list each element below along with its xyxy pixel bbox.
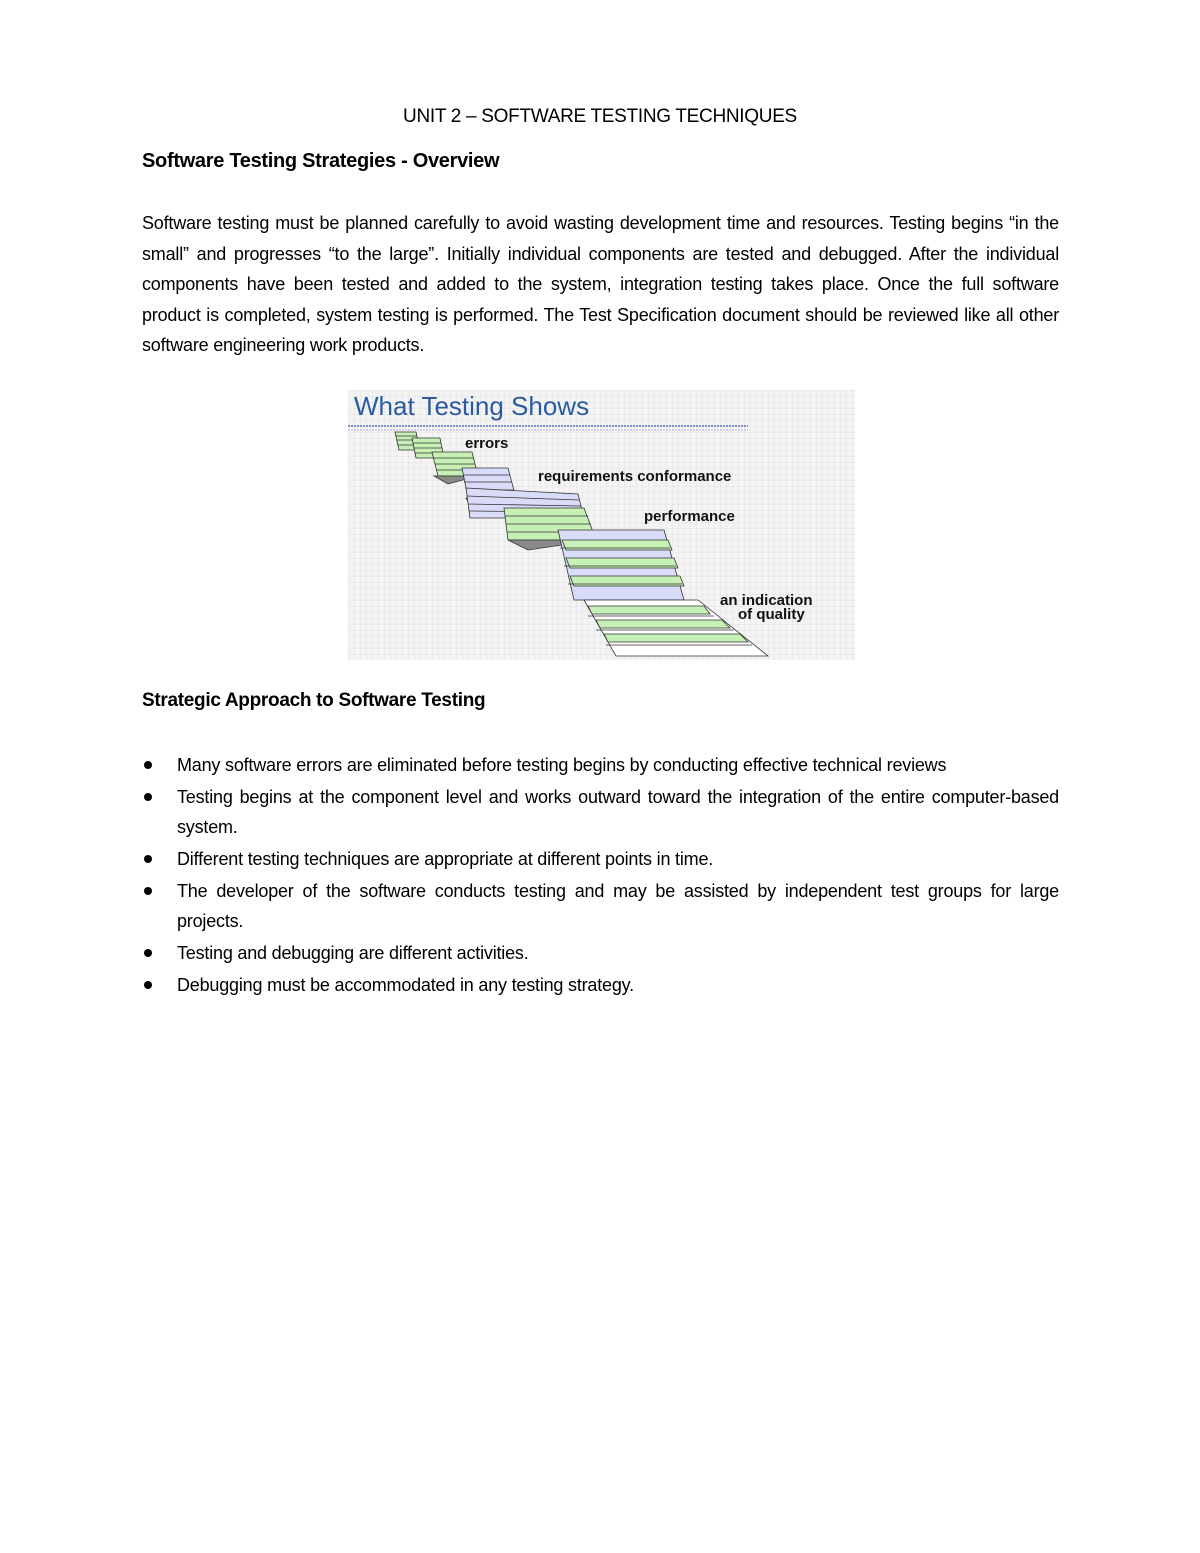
list-item-text: Testing and debugging are different activities. (177, 943, 529, 963)
bullet-icon (144, 949, 152, 957)
list-item (142, 970, 1059, 1000)
list-item-text: Testing begins at the component level and works outward toward the integration of the entire computer-based system. (177, 787, 1059, 837)
list-item-text: Many software errors are eliminated before testing begins by conducting effective technical reviews (177, 755, 947, 775)
bullet-icon (144, 761, 152, 769)
overview-paragraph: Software testing must be planned carefully to avoid wasting development time and resources. Testing begins “in the small” and progresses “to the large”. Initially individual components are tested and debugged. After the individual components have been tested and added to the system, integration testing takes place. Once the full software product is completed, system testing is performed. The Test Specification document should be reviewed like all other software engineering work products. (142, 213, 1059, 355)
section-heading-strategic-approach: Strategic Approach to Software Testing (142, 690, 486, 711)
label-errors: errors (465, 435, 509, 452)
list-item (142, 782, 1059, 842)
bullet-icon (144, 793, 152, 801)
bullet-icon (144, 981, 152, 989)
list-item (142, 938, 1059, 968)
list-item (142, 844, 1059, 874)
bullet-icon (144, 887, 152, 895)
list-item (142, 876, 1059, 936)
list-item-text: Debugging must be accommodated in any testing strategy. (177, 975, 634, 995)
bullet-icon (144, 855, 152, 863)
label-requirements-conformance: requirements conformance (538, 468, 732, 485)
section-heading-overview: Software Testing Strategies - Overview (142, 150, 500, 172)
figure-title: What Testing Shows (354, 391, 590, 421)
label-indication: an indication (720, 592, 813, 609)
label-performance: performance (644, 508, 735, 525)
list-item-text: The developer of the software conducts testing and may be assisted by independent test groups for large projects. (177, 881, 1059, 931)
strategic-approach-list (142, 750, 1059, 1002)
list-item (142, 750, 1059, 780)
list-item-text: Different testing techniques are appropriate at different points in time. (177, 849, 714, 869)
what-testing-shows-figure (348, 390, 855, 660)
label-of-quality: of quality (738, 606, 805, 623)
document-title: UNIT 2 – SOFTWARE TESTING TECHNIQUES (403, 106, 797, 127)
